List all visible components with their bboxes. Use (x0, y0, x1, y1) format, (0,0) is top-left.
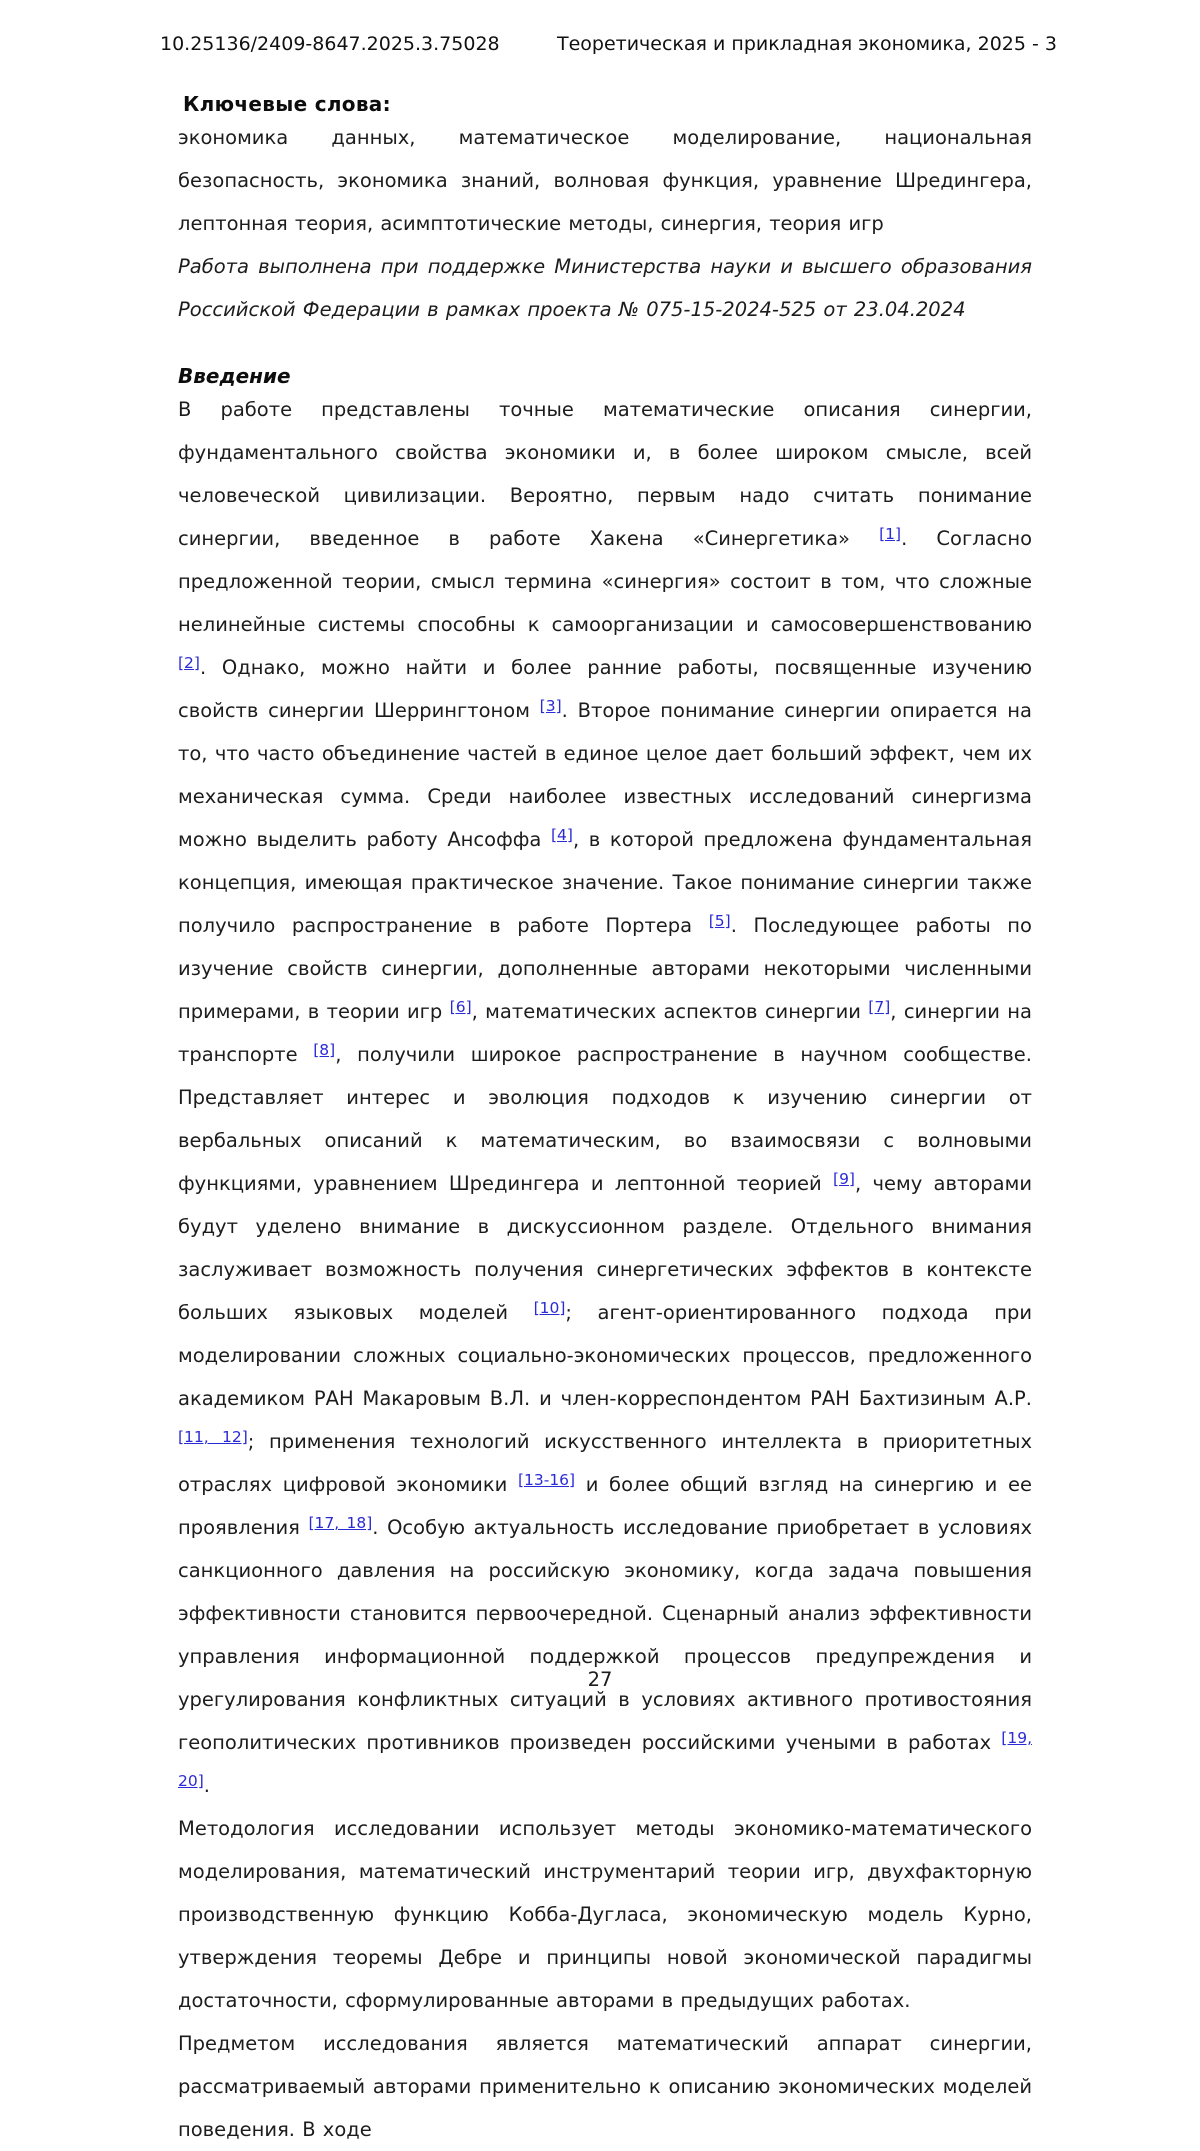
citation-link[interactable]: [7] (868, 998, 891, 1016)
keywords-heading: Ключевые слова: (183, 92, 391, 116)
citation-link[interactable]: [17, 18] (308, 1514, 373, 1532)
citation-superscript (178, 654, 200, 672)
citation-link[interactable]: [11, 12] (178, 1428, 248, 1446)
citation-superscript (518, 1471, 575, 1489)
citation-superscript (450, 998, 472, 1016)
header-doi: 10.25136/2409-8647.2025.3.75028 (160, 33, 500, 55)
funding-note: Работа выполнена при поддержке Министерства науки и высшего образования Российской Федерации в рамках проекта № 075-15-2024-525 от 23.04.2024 (178, 255, 1032, 321)
section-heading-introduction: Введение (178, 364, 291, 388)
citation-link[interactable]: [4] (551, 826, 573, 844)
citation-link[interactable]: [6] (449, 998, 472, 1016)
citation-link[interactable]: [2] (178, 654, 200, 672)
citation-superscript (879, 525, 901, 543)
citation-link[interactable]: [5] (708, 912, 731, 930)
citation-superscript (308, 1514, 372, 1532)
citation-link[interactable]: [13-16] (517, 1471, 576, 1489)
citation-superscript (551, 826, 573, 844)
citation-superscript (709, 912, 731, 930)
citation-superscript (178, 1729, 1032, 1790)
citation-superscript (833, 1170, 855, 1188)
header-journal-title: Теоретическая и прикладная экономика, 2025 - 3 (556, 33, 1057, 55)
running-header (160, 32, 1057, 56)
citation-superscript (313, 1041, 335, 1059)
citation-superscript (540, 697, 562, 715)
citation-link[interactable]: [19, 20] (178, 1729, 1032, 1790)
page-content (178, 92, 1032, 2151)
page-number: 27 (587, 1668, 613, 1691)
citation-link[interactable]: [8] (313, 1041, 336, 1059)
citation-superscript (868, 998, 890, 1016)
citation-superscript (534, 1299, 566, 1317)
keywords-text: экономика данных, математическое моделирование, национальная безопасность, экономика знаний, волновая функция, уравнение Шредингера, лептонная теория, асимптотические методы, синергия, теория игр (178, 126, 1032, 235)
paragraph-intro: В работе представлены точные математические описания синергии, фундаментального свойства экономики и, в более широком смысле, всей человеческой цивилизации. Вероятно, первым надо считать понимание синергии, введенное в работе Хакена «Синергетика» [1]. Согласно предложенной теории, смысл термина «синергия» состоит в том, что сложные нелинейные системы способны к самоорганизации и самосовершенствованию [2]. Однако, можно найти и более ранние работы, посвященные изучению свойств синергии Шеррингтоном [3]. Второе понимание синергии опирается на то, что часто объединение частей в единое целое дает больший эффект, чем их механическая сумма. Среди наиболее известных исследований синергизма можно выделить работу Ансоффа [4], в которой предложена фундаментальная концепция, имеющая практическое значение. Такое понимание синергии также получило распространение в работе Портера [5]. Последующее работы по изучение свойств синергии, дополненные авторами некоторыми численными примерами, в теории игр [6], математических аспектов синергии [7], синергии на транспорте [8], получили широкое распространение в научном сообществе. Представляет интерес и эволюция подходов к изучению синергии от вербальных описаний к математическим, во взаимосвязи с волновыми функциями, уравнением Шредингера и лептонной теорией [9], чему авторами будут уделено внимание в дискуссионном разделе. Отдельного внимания заслуживает возможность получения синергетических эффектов в контексте больших языковых моделей [10]; агент-ориентированного подхода при моделировании сложных социально-экономических процессов, предложенного академиком РАН Макаровым В.Л. и член-корреспондентом РАН Бахтизиным А.Р.[11, 12]; применения технологий искусственного интеллекта в приоритетных отраслях цифровой экономики [13-16] и более общий взгляд на синергию и ее проявления [17, 18]. Особую актуальность исследование приобретает в условиях санкционного давления на российскую экономику, когда задача повышения эффективности становится первоочередной. Сценарный анализ эффективности управления информационной поддержкой процессов предупреждения и урегулирования конфликтных ситуаций в условиях активного противостояния геополитических противников произведен российскими учеными в работах [19, 20]. (178, 398, 1033, 1797)
citation-link[interactable]: [9] (833, 1170, 855, 1188)
citation-link[interactable]: [1] (879, 525, 902, 543)
citation-link[interactable]: [3] (539, 697, 562, 715)
citation-link[interactable]: [10] (533, 1299, 566, 1317)
paragraph-subject: Предметом исследования является математический аппарат синергии, рассматриваемый авторами применительно к описанию экономических моделей поведения. В ходе (178, 2032, 1032, 2141)
citation-superscript (178, 1428, 248, 1446)
paragraph-methodology: Методология исследовании использует методы экономико-математического моделирования, математический инструментарий теории игр, двухфакторную производственную функцию Кобба-Дугласа, экономическую модель Курно, утверждения теоремы Дебре и принципы новой экономической парадигмы достаточности, сформулированные авторами в предыдущих работах. (178, 1817, 1032, 2012)
